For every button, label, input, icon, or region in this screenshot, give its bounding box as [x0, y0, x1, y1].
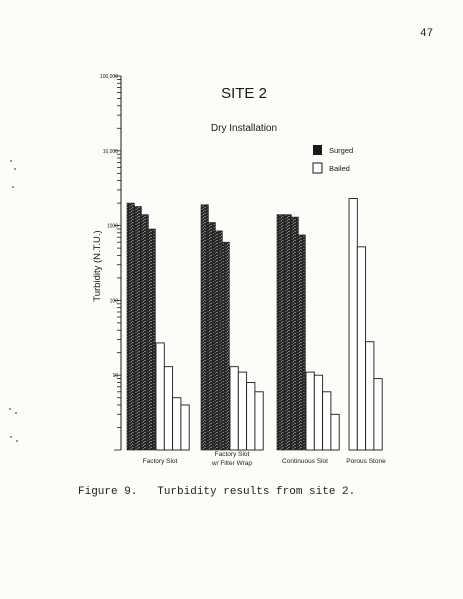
y-tick-label: 10: [112, 373, 118, 380]
bar-surged: [291, 217, 298, 450]
bar-bailed: [181, 405, 189, 450]
bar-bailed: [331, 414, 339, 450]
bar-bailed: [255, 392, 263, 450]
bar-bailed: [173, 398, 181, 450]
bar-bailed: [247, 382, 255, 450]
scan-speck: [15, 412, 17, 414]
scan-speck: [14, 168, 16, 170]
figure-caption: Figure 9. Turbidity results from site 2.: [78, 486, 356, 498]
bar-bailed: [374, 379, 382, 450]
chart-subtitle: Dry Installation: [210, 123, 278, 134]
y-tick-label: 1000: [106, 223, 118, 230]
bar-bailed: [366, 342, 374, 450]
y-axis-label: Turbidity (N.T.U.): [92, 230, 103, 302]
bar-bailed: [323, 392, 331, 450]
bar-bailed: [349, 199, 357, 450]
bar-series: [127, 199, 382, 450]
bar-surged: [284, 215, 291, 450]
category-label: Porous Stone: [346, 458, 386, 465]
bar-bailed: [164, 367, 172, 450]
bar-bailed: [314, 375, 322, 450]
page-number: 47: [420, 28, 434, 40]
y-tick-label: 10,000: [102, 148, 118, 155]
scan-speck: [9, 408, 11, 410]
bar-bailed: [230, 367, 238, 450]
bar-surged: [298, 235, 305, 450]
category-labels: [143, 451, 386, 467]
bar-surged: [134, 207, 141, 450]
chart-title: SITE 2: [221, 85, 267, 102]
y-axis-ticks: [100, 74, 121, 450]
legend-label-surged: Surged: [329, 146, 354, 155]
category-label: Factory Slot: [142, 458, 178, 465]
legend-swatch-surged: [313, 145, 322, 155]
bar-surged: [127, 203, 134, 450]
category-label: w/ Filter Wrap: [212, 460, 252, 467]
bar-bailed: [306, 372, 314, 450]
bar-surged: [201, 205, 208, 450]
bar-surged: [222, 242, 229, 450]
legend-label-bailed: Bailed: [329, 164, 350, 173]
category-label: Factory Slot: [214, 451, 250, 458]
scan-speck: [10, 436, 12, 438]
scan-speck: [12, 186, 14, 188]
category-label: Continuous Slot: [282, 458, 328, 465]
bar-bailed: [156, 343, 164, 450]
scan-speck: [16, 440, 18, 442]
y-tick-label: 100: [109, 298, 118, 305]
bar-surged: [215, 231, 222, 450]
bar-surged: [148, 229, 155, 450]
bar-surged: [141, 215, 148, 450]
legend: [313, 145, 353, 173]
bar-bailed: [357, 247, 365, 450]
y-tick-label: 100,000: [99, 74, 118, 80]
scan-speck: [10, 160, 12, 162]
bar-bailed: [238, 372, 246, 450]
bar-surged: [277, 215, 284, 450]
bar-surged: [208, 223, 215, 450]
legend-swatch-bailed: [313, 163, 322, 173]
